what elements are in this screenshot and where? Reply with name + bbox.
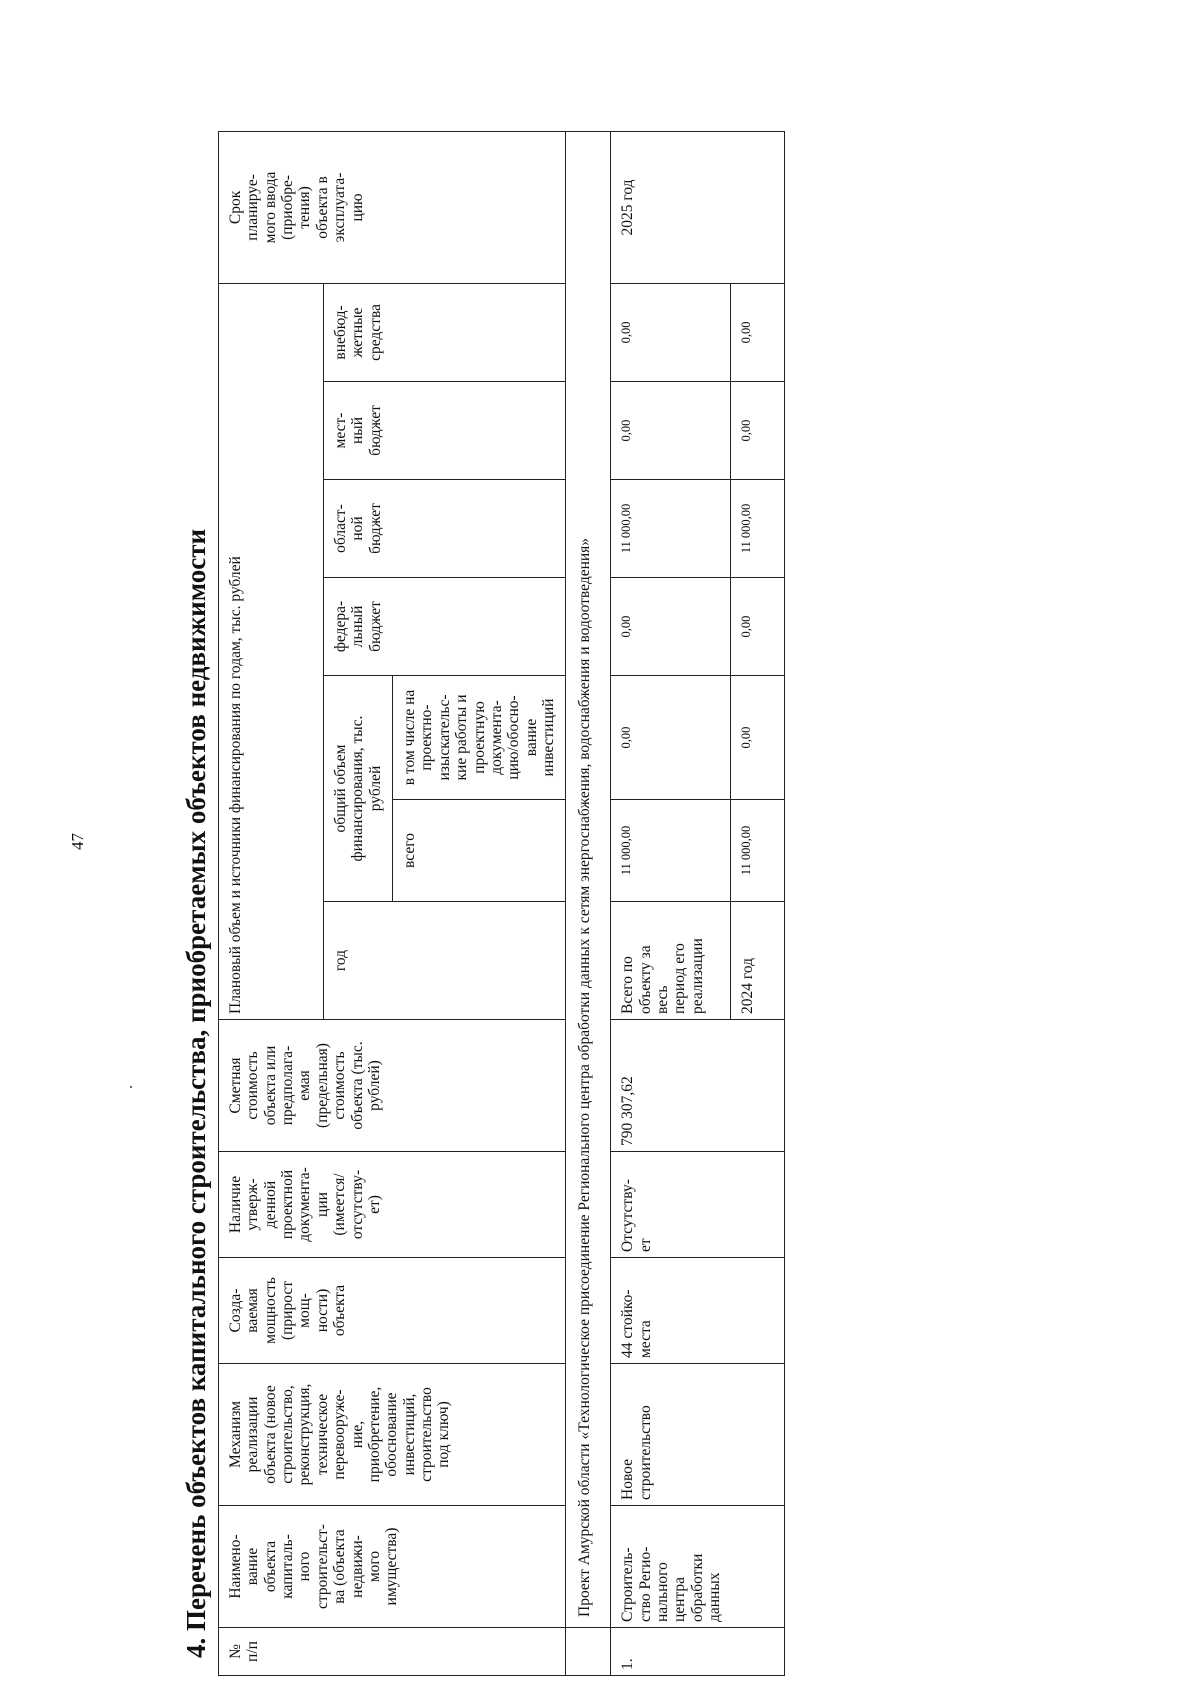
header-local: мест- ный бюджет: [324, 382, 566, 480]
row-cost: 790 307,62: [611, 1020, 785, 1152]
row-capacity: 44 стойко- места: [611, 1258, 785, 1364]
row-name: Строитель- ство Регио- нального центра обработки данных: [611, 1506, 785, 1628]
header-total-volume: общий объем финансирования, тыс. рублей: [324, 676, 393, 902]
row-num: 1.: [611, 1628, 785, 1676]
row-total-federal: 0,00: [611, 578, 731, 676]
header-all: всего: [393, 800, 566, 902]
project-num-cell: [566, 1628, 611, 1676]
row-docs: Отсутству- ет: [611, 1152, 785, 1258]
row-2024-all: 11 000,00: [731, 800, 785, 902]
rotated-page-content: [176, 136, 1006, 1676]
header-year: год: [324, 902, 566, 1020]
header-regional: област- ной бюджет: [324, 480, 566, 578]
row-2024-extra: 0,00: [731, 283, 785, 381]
header-plan: Плановый объем и источники финансирования по годам, тыс. рублей: [219, 283, 324, 1019]
capital-construction-table: [218, 131, 785, 1676]
scan-speck: [130, 1086, 132, 1088]
header-num: № п/п: [219, 1628, 566, 1676]
header-name: Наимено- вание объекта капиталь- ного строительст- ва (объекта недвижи- мого имущества): [219, 1506, 566, 1628]
row-year-2024: 2024 год: [731, 902, 785, 1020]
row-year-total: Всего по объекту за весь период его реализации: [611, 902, 731, 1020]
row-mechanism: Новое строительство: [611, 1364, 785, 1506]
header-federal: федера- льный бюджет: [324, 578, 566, 676]
row-2024-local: 0,00: [731, 382, 785, 480]
page-title: 4. Перечень объектов капитального строительства, приобретаемых объектов недвижимости: [181, 528, 211, 1658]
header-cost: Сметная стоимость объекта или предполага- емая (предельная) стоимость объекта (тыс. рублей): [219, 1020, 566, 1152]
header-capacity: Созда- ваемая мощность (прирост мощ- ности) объекта: [219, 1258, 566, 1364]
row-total-local: 0,00: [611, 382, 731, 480]
row-2024-federal: 0,00: [731, 578, 785, 676]
row-2024-regional: 11 000,00: [731, 480, 785, 578]
header-term: Срок планируе- мого ввода (приобре- тения) объекта в эксплуата- цию: [219, 131, 566, 283]
row-total-incl: 0,00: [611, 676, 731, 800]
header-docs: Наличие утверж- денной проектной документа- ции (имеется/ отсутству- ет): [219, 1152, 566, 1258]
row-total-all: 11 000,00: [611, 800, 731, 902]
header-extra: внебюд- жетные средства: [324, 283, 566, 381]
page-number: 47: [68, 833, 87, 850]
row-total-extra: 0,00: [611, 283, 731, 381]
project-title: Проект Амурской области «Технологическое присоединение Регионального центра обработки данных к сетям энергоснабжения, водоснабжения и водоотведения»: [566, 131, 611, 1627]
row-total-regional: 11 000,00: [611, 480, 731, 578]
row-term: 2025 год: [611, 131, 785, 283]
header-incl: в том числе на проектно- изыскательс- кие работы и проектную документа- цию/обосно- вание инвестиций: [393, 676, 566, 800]
row-2024-incl: 0,00: [731, 676, 785, 800]
header-mechanism: Механизм реализации объекта (новое строительство, реконструкция, техническое перевооруже- ние, приобретение, обоснование инвестиций, строительство под ключ): [219, 1364, 566, 1506]
